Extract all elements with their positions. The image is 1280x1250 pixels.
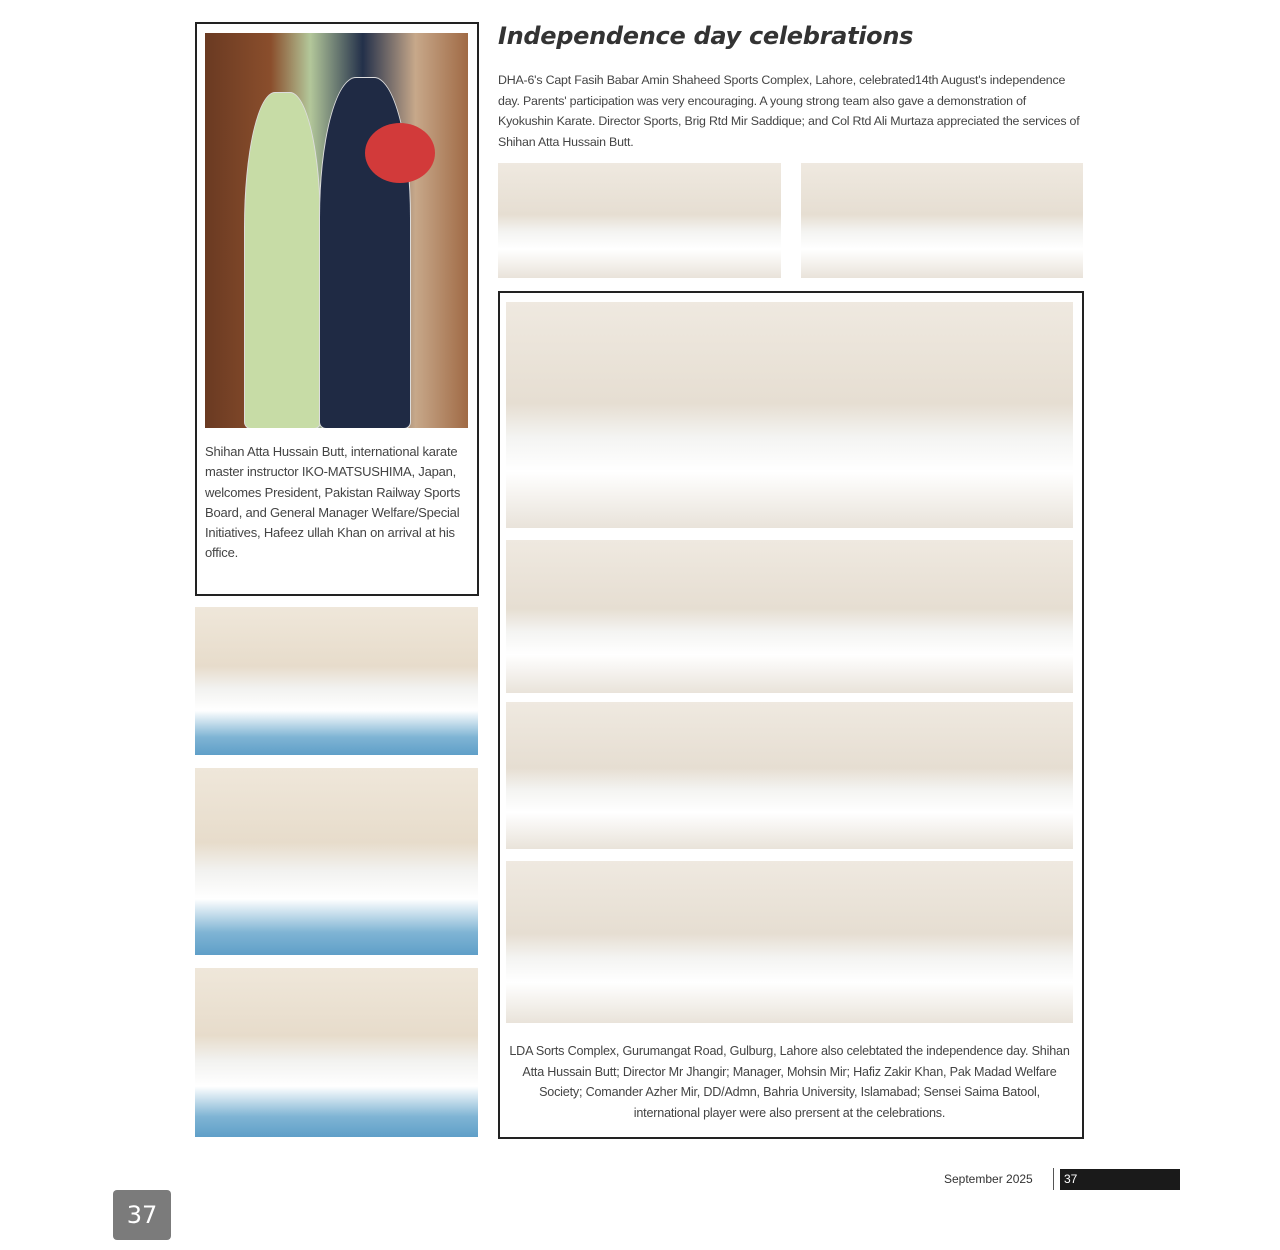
photo-kids-seated-1	[195, 607, 478, 755]
photo-lda-guests	[506, 702, 1073, 849]
photo-lda-cake-cutting	[506, 302, 1073, 528]
article-title: Independence day celebrations	[498, 22, 914, 50]
welcome-caption: Shihan Atta Hussain Butt, international karate master instructor IKO-MATSUSHIMA, Japan, welcomes President, Pakistan Railway Sports Board, and General Manager Welfare/Special Initiatives, Hafeez ullah Khan on arrival at his office.	[205, 444, 461, 561]
photo-lda-group	[506, 540, 1073, 693]
footer-page-number: 37	[1060, 1169, 1180, 1190]
lda-caption: LDA Sorts Complex, Gurumangat Road, Gulburg, Lahore also celebtated the independence day. Shihan Atta Hussain Butt; Director Mr Jhangir; Manager, Mohsin Mir; Hafiz Zakir Khan, Pak Madad Welfare Society; Comander Azher Mir, DD/Admn, Bahria University, Islamabad; Sensei Saima Batool, international player were also prersent at the celebrations.	[509, 1044, 1070, 1120]
photo-kata-demo	[195, 968, 478, 1137]
photo-kids-seated-2	[195, 768, 478, 955]
photo-lda-demo	[506, 861, 1073, 1023]
viewer-page-badge[interactable]: 37	[113, 1190, 171, 1240]
photo-dha-group-2	[801, 163, 1083, 278]
photo-dha-group-1	[498, 163, 781, 278]
article-intro: DHA-6's Capt Fasih Babar Amin Shaheed Sports Complex, Lahore, celebrated14th August's independence day. Parents' participation was very encouraging. A young strong team also gave a demonstration of Kyokushin Karate. Director Sports, Brig Rtd Mir Saddique; and Col Rtd Ali Murtaza appreciated the services of Shihan Atta Hussain Butt.	[498, 73, 1080, 149]
footer-divider	[1053, 1168, 1054, 1190]
welcome-photo	[205, 33, 468, 428]
issue-date: September 2025	[944, 1172, 1033, 1186]
